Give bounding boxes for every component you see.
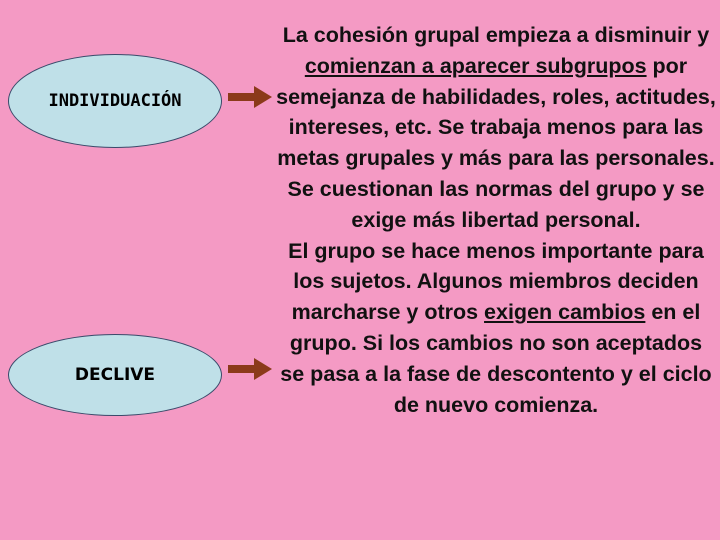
stage-declive-ellipse — [8, 334, 222, 416]
description-text-segment: La cohesión grupal empieza a disminuir y — [282, 23, 710, 47]
description-text-segment: por semejanza de habilidades, roles, actitudes, intereses, etc. Se trabaja menos para las metas grupales y más para las personales. Se cuestionan las normas del grupo y se exige más libertad personal. — [276, 53, 716, 232]
description-text — [276, 20, 716, 420]
stage-individuacion-ellipse — [8, 54, 222, 148]
description-text-segment: El grupo se hace menos importante para los sujetos. Algunos miembros deciden marcharse y otros — [288, 238, 704, 325]
description-underlined-segment: exigen cambios — [484, 300, 646, 325]
stage-declive-label: DECLIVE — [74, 365, 156, 385]
description-paragraph-individuacion — [276, 20, 716, 236]
description-paragraph-declive — [276, 236, 716, 421]
arrow-right-icon — [228, 358, 272, 380]
arrow-right-icon — [228, 86, 272, 108]
stage-individuacion-label: INDIVIDUACIÓN — [48, 91, 182, 111]
description-underlined-segment: comienzan a aparecer subgrupos — [304, 53, 647, 78]
description-text-segment: en el grupo. Si los cambios no son aceptados se pasa a la fase de descontento y el ciclo de nuevo comienza. — [280, 300, 712, 417]
